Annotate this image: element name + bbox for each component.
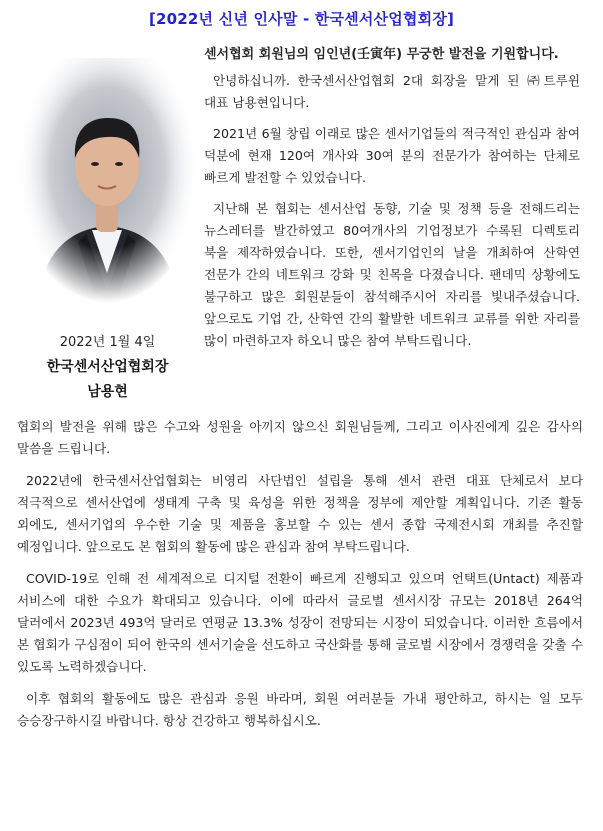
signature-name: 남용현 bbox=[87, 384, 128, 400]
page-title: [2022년 신년 인사말 - 한국센서산업협회장] bbox=[148, 10, 455, 28]
lead-sentence: 센서협회 회원님의 임인년(壬寅年) 무궁한 발전을 기원합니다. bbox=[204, 47, 559, 62]
greeting-intro bbox=[204, 44, 580, 361]
greeting-body bbox=[17, 416, 583, 742]
portrait-photo bbox=[20, 58, 195, 303]
paragraph-market: COVID-19로 인해 전 세계적으로 디지털 전환이 빠르게 진행되고 있으며 언택트(Untact) 제품과 서비스에 대한 수요가 확대되고 있습니다. 이에 따라서 글로벌 센서시장 규모는 2018년 264억 달러에서 2023년 493억 달러로 연평균 13.3% 성장이 전망되는 시장이 되었습니다. 이러한 흐름에서 본 협회가 구심점이 되어 한국의 센서기술을 선도하고 국산화를 통해 글로벌 시장에서 경쟁력을 갖출 수 있도록 노력하겠습니다. bbox=[17, 571, 583, 674]
paragraph-history: 2021년 6월 창립 이래로 많은 센서기업들의 적극적인 관심과 참여 덕분에 현재 120여 개사와 30여 분의 전문가가 참여하는 단체로 빠르게 발전할 수 있었습니다. bbox=[204, 126, 580, 185]
paragraph-plans: 2022년에 한국센서산업협회는 비영리 사단법인 설립을 통해 센서 관련 대표 단체로서 보다 적극적으로 센서산업에 생태계 구축 및 육성을 위한 정책을 정부에 제안할 계획입니다. 기존 활동 외에도, 센서기업의 우수한 기술 및 제품을 홍보할 수 있는 센서 종합 국제전시회 개최를 추진할 예정입니다. 앞으로도 본 협회의 활동에 많은 관심과 참여 부탁드립니다. bbox=[17, 473, 583, 554]
paragraph-activities: 지난해 본 협회는 센서산업 동향, 기술 및 정책 등을 전해드리는 뉴스레터를 발간하였고 80여개사의 기업정보가 수록된 디렉토리 북을 제작하였습니다. 또한, 센서기업인의 날을 개최하여 산학연 전문가 간의 네트워크 강화 및 친목을 다졌습니다. 팬데믹 상황에도 불구하고 많은 회원분들이 참석해주시어 자리를 빛내주셨습니다. 앞으로도 기업 간, 산학연 간의 활발한 네트워크 교류를 위한 자리를 많이 마련하고자 하오니 많은 참여 부탁드립니다. bbox=[204, 201, 580, 348]
signature-date: 2022년 1월 4일 bbox=[59, 335, 156, 350]
portrait-icon bbox=[20, 58, 195, 303]
signature-title: 한국센서산업협회장 bbox=[46, 359, 169, 375]
paragraph-introduction: 안녕하십니까. 한국센서산업협회 2대 회장을 맡게 된 ㈜트루윈 대표 남용현입니다. bbox=[204, 73, 580, 110]
paragraph-closing: 이후 협회의 활동에도 많은 관심과 응원 바라며, 회원 여러분들 가내 평안하고, 하시는 일 모두 승승장구하시길 바랍니다. 항상 건강하고 행복하십시오. bbox=[17, 691, 583, 728]
paragraph-thanks: 협회의 발전을 위해 많은 수고와 성원을 아끼지 않으신 회원님들께, 그리고 이사진에게 깊은 감사의 말씀을 드립니다. bbox=[17, 419, 583, 456]
